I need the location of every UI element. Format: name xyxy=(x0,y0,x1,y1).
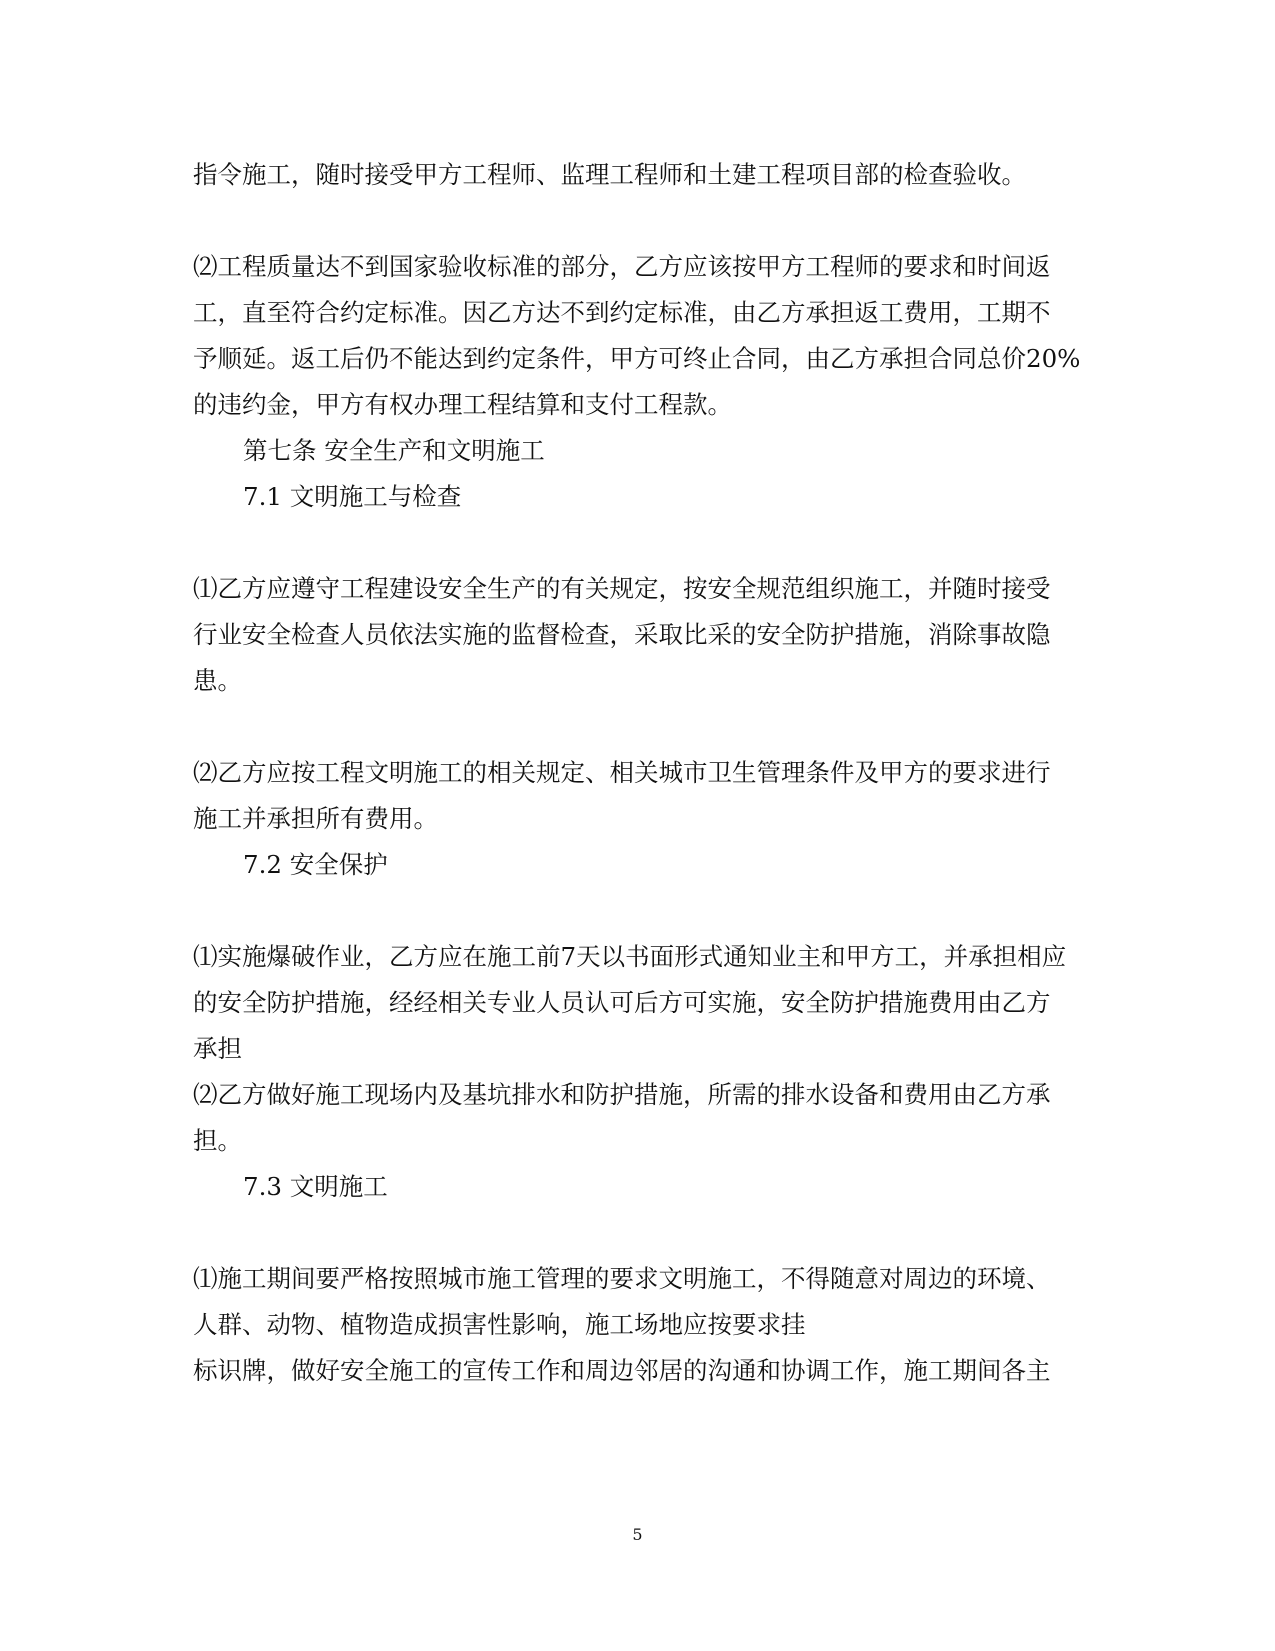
subsection-heading: 7.2 安全保护 xyxy=(243,850,388,879)
paragraph-line: 工，直至符合约定标准。因乙方达不到约定标准，由乙方承担返工费用，工期不 xyxy=(193,298,1051,327)
paragraph-line: ⑴实施爆破作业，乙方应在施工前7天以书面形式通知业主和甲方工，并承担相应 xyxy=(193,942,1067,971)
paragraph-line: ⑴施工期间要严格按照城市施工管理的要求文明施工，不得随意对周边的环境、 xyxy=(193,1264,1051,1293)
paragraph-line: ⑵乙方做好施工现场内及基坑排水和防护措施，所需的排水设备和费用由乙方承 xyxy=(193,1080,1051,1109)
paragraph-line: 的安全防护措施，经经相关专业人员认可后方可实施，安全防护措施费用由乙方 xyxy=(193,988,1051,1017)
paragraph-line: 行业安全检查人员依法实施的监督检查，采取比采的安全防护措施，消除事故隐 xyxy=(193,620,1051,649)
paragraph-line: ⑵工程质量达不到国家验收标准的部分，乙方应该按甲方工程师的要求和时间返 xyxy=(193,252,1051,281)
paragraph-line: 标识牌，做好安全施工的宣传工作和周边邻居的沟通和协调工作，施工期间各主 xyxy=(193,1356,1051,1385)
paragraph-line: ⑵乙方应按工程文明施工的相关规定、相关城市卫生管理条件及甲方的要求进行 xyxy=(193,758,1051,787)
paragraph-line: 担。 xyxy=(193,1126,242,1155)
subsection-heading: 7.1 文明施工与检查 xyxy=(243,482,462,511)
paragraph-line: 施工并承担所有费用。 xyxy=(193,804,438,833)
paragraph-line: 承担 xyxy=(193,1034,242,1063)
paragraph-line: 的违约金，甲方有权办理工程结算和支付工程款。 xyxy=(193,390,732,419)
paragraph-line: 人群、动物、植物造成损害性影响，施工场地应按要求挂 xyxy=(193,1310,806,1339)
subsection-heading: 7.3 文明施工 xyxy=(243,1172,388,1201)
paragraph-line: 予顺延。返工后仍不能达到约定条件，甲方可终止合同，由乙方承担合同总价20% xyxy=(193,344,1081,373)
section-heading: 第七条 安全生产和文明施工 xyxy=(243,436,545,465)
paragraph-line: 指令施工，随时接受甲方工程师、监理工程师和土建工程项目部的检查验收。 xyxy=(193,160,1026,189)
paragraph-line: 患。 xyxy=(193,666,242,695)
paragraph-line: ⑴乙方应遵守工程建设安全生产的有关规定，按安全规范组织施工，并随时接受 xyxy=(193,574,1051,603)
page-number: 5 xyxy=(632,1525,643,1544)
